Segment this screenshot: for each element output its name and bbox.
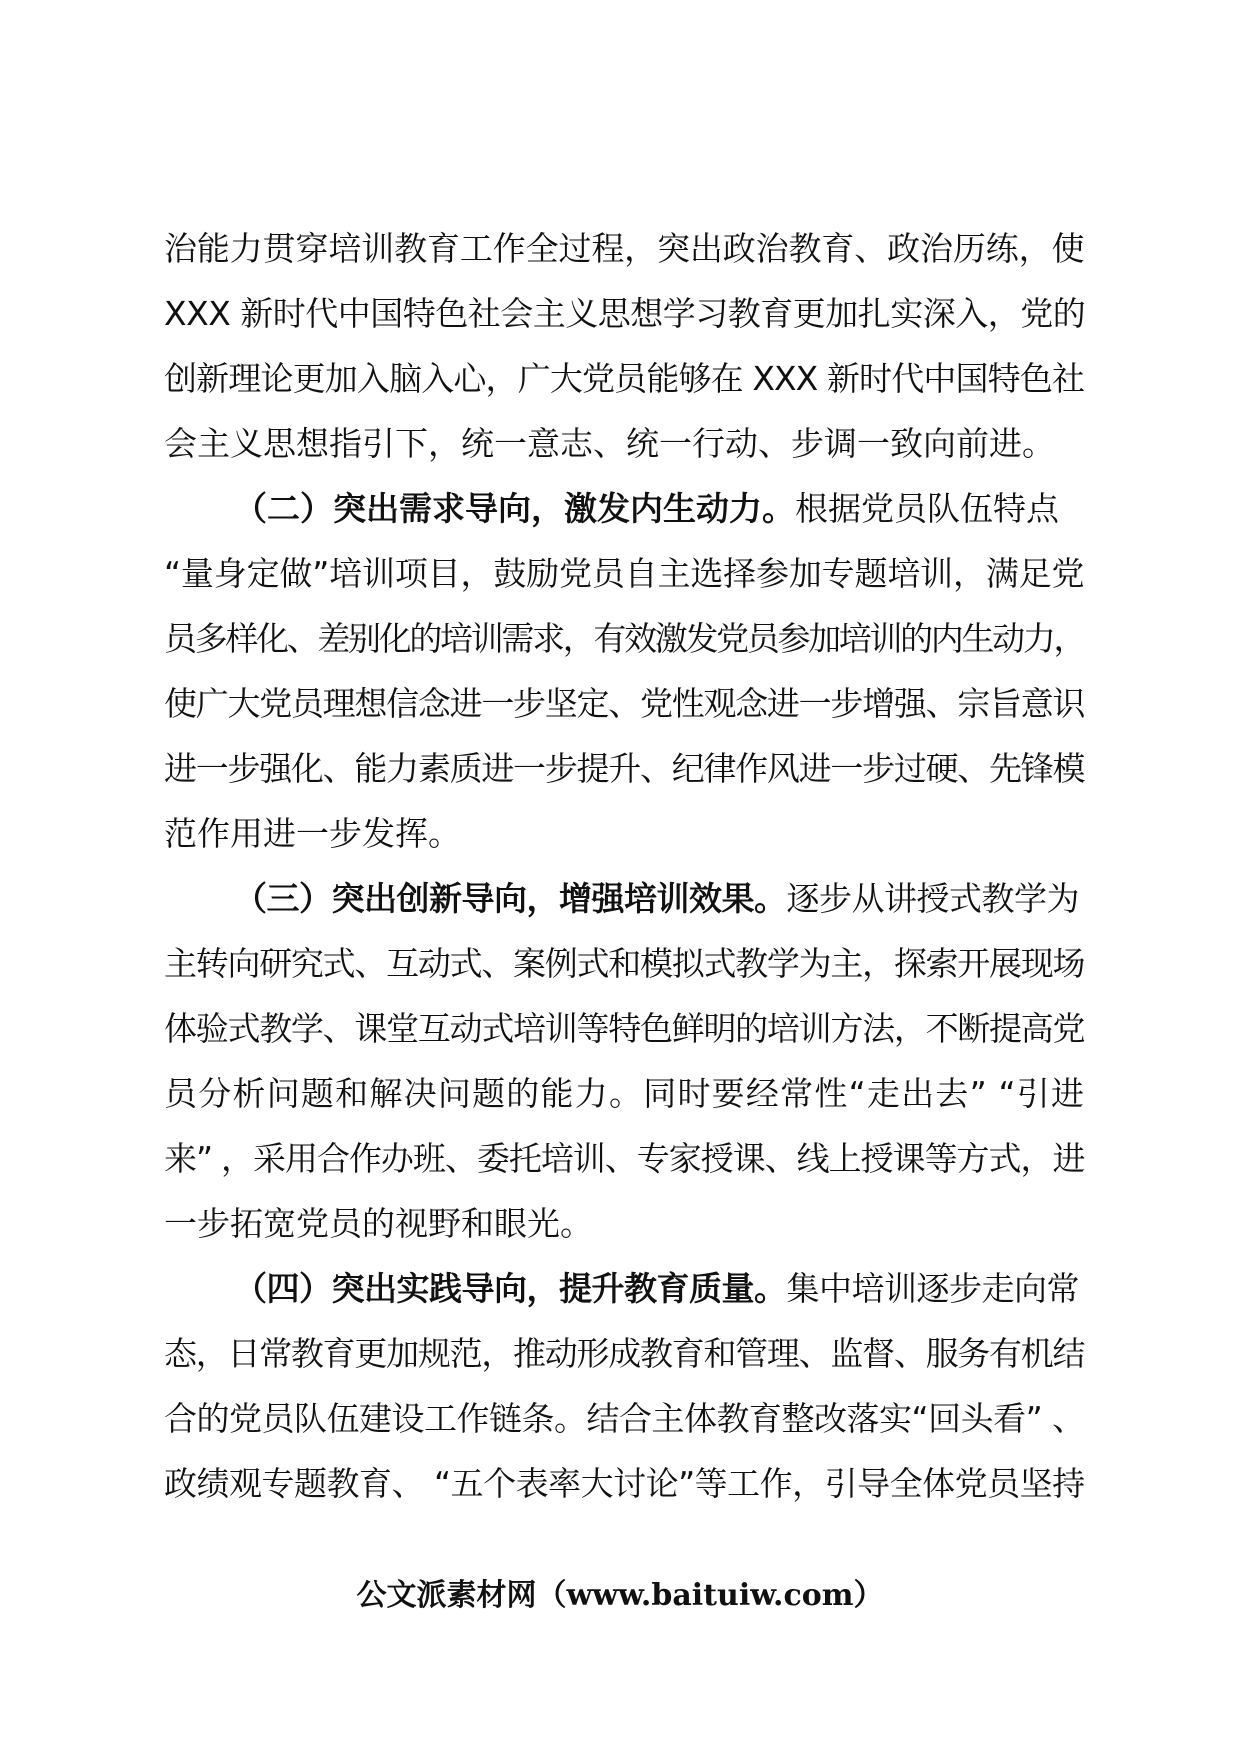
text-line: 进一步强化、能力素质进一步提升、纪律作风进一步过硬、先锋模	[164, 749, 1084, 788]
text-line: 政绩观专题教育、 “五个表率大讨论”等工作，引导全体党员坚持	[164, 1464, 1085, 1503]
text-line: 使广大党员理想信念进一步坚定、党性观念进一步增强、宗旨意识	[164, 684, 1084, 723]
text-line: 治能力贯穿培训教育工作全过程，突出政治教育、政治历练，使	[164, 229, 1084, 268]
text-line: 体验式教学、课堂互动式培训等特色鲜明的培训方法，不断提高党	[164, 1009, 1084, 1048]
text-line: 态，日常教育更加规范，推动形成教育和管理、监督、服务有机结	[164, 1334, 1084, 1373]
section-heading: （三）突出创新导向，增强培训效果。	[234, 879, 787, 918]
paragraph-section-4	[164, 1256, 1084, 1516]
text-run: 集中培训逐步走向常	[786, 1269, 1079, 1308]
text-line: 合的党员队伍建设工作链条。结合主体教育整改落实“回头看” 、	[164, 1399, 1085, 1438]
text-line-first	[164, 476, 1084, 541]
text-line: XXX 新时代中国特色社会主义思想学习教育更加扎实深入，党的	[164, 294, 1086, 333]
text-line: 会主义思想指引下，统一意志、统一行动、步调一致向前进。	[164, 424, 1055, 463]
text-line: 来” ，采用合作办班、委托培训、专家授课、线上授课等方式，进	[164, 1139, 1084, 1178]
section-heading: （四）突出实践导向，提升教育质量。	[234, 1269, 787, 1308]
text-line-first	[164, 1256, 1084, 1321]
text-line: 创新理论更加入脑入心，广大党员能够在 XXX 新时代中国特色社	[164, 359, 1084, 398]
paragraph-section-2	[164, 476, 1084, 866]
text-line: 一步拓宽党员的视野和眼光。	[164, 1204, 593, 1243]
text-run: 根据党员队伍特点	[795, 489, 1059, 528]
text-line: 员多样化、差别化的培训需求，有效激发党员参加培训的内生动力，	[164, 619, 1084, 658]
document-body	[164, 216, 1084, 1516]
text-line-first	[164, 866, 1084, 931]
section-heading: （二）突出需求导向，激发内生动力。	[234, 489, 795, 528]
text-line: “量身定做”培训项目，鼓励党员自主选择参加专题培训，满足党	[164, 554, 1084, 593]
text-line: 员分析问题和解决问题的能力。同时要经常性“走出去” “引进	[164, 1074, 1084, 1113]
text-line: 主转向研究式、互动式、案例式和模拟式教学为主，探索开展现场	[164, 944, 1084, 983]
page-footer: 公文派素材网（www.baituiw.com）	[356, 1578, 884, 1613]
paragraph-continuation	[164, 216, 1084, 476]
paragraph-section-3	[164, 866, 1084, 1256]
text-line: 范作用进一步发挥。	[164, 814, 461, 853]
text-run: 逐步从讲授式教学为	[786, 879, 1079, 918]
